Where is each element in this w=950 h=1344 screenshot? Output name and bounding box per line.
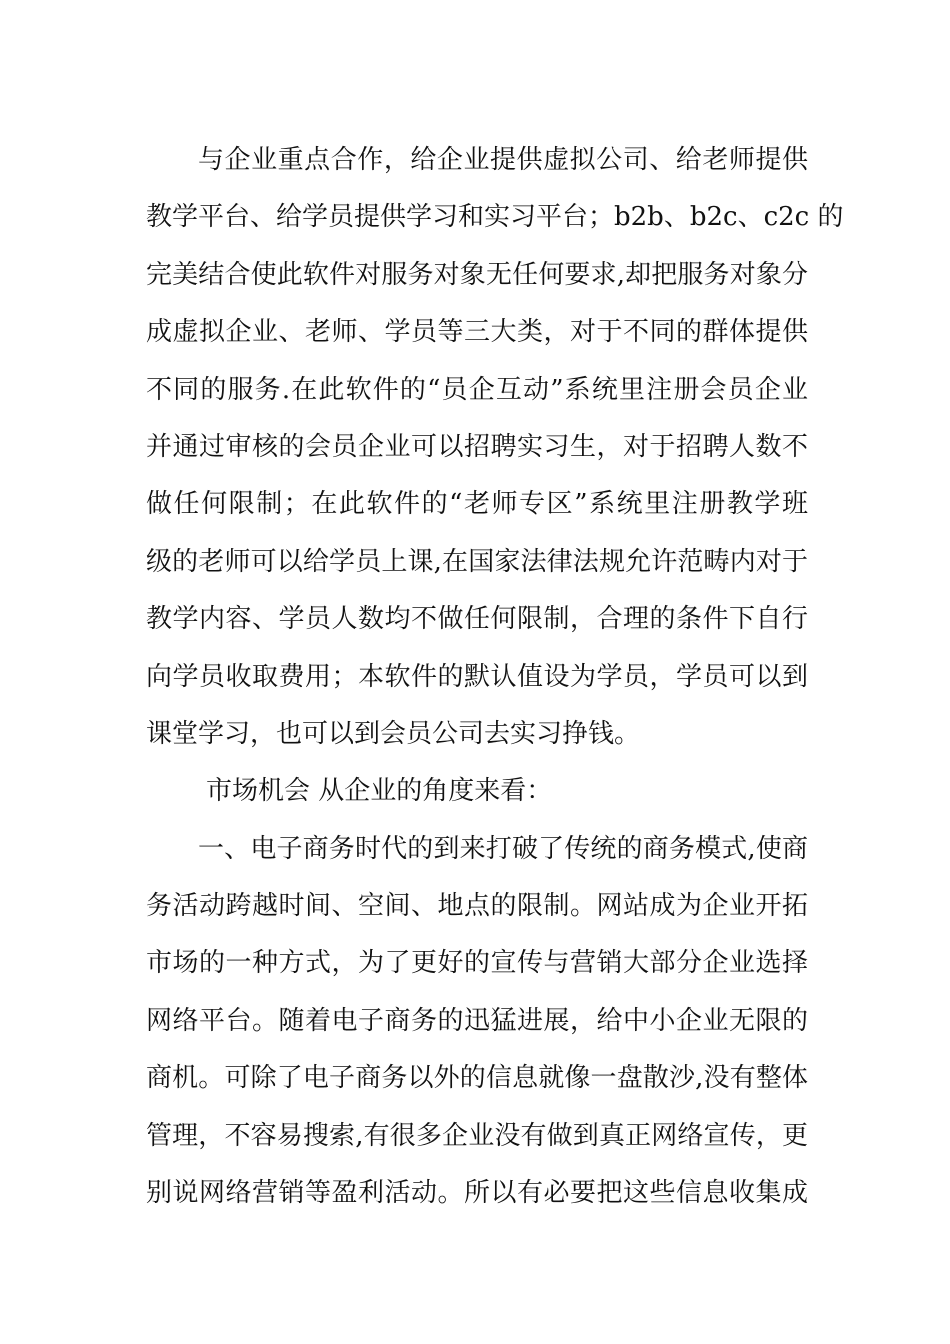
paragraph-line: 不同的服务.在此软件的“员企互动”系统里注册会员企业: [146, 374, 808, 405]
paragraph-line: 教学内容、学员人数均不做任何限制，合理的条件下自行: [146, 604, 808, 635]
paragraph-line: 一、电子商务时代的到来打破了传统的商务模式,使商: [198, 833, 808, 864]
paragraph-line-last: 课堂学习，也可以到会员公司去实习挣钱。: [146, 718, 641, 749]
paragraph-line: 并通过审核的会员企业可以招聘实习生，对于招聘人数不: [146, 431, 808, 462]
paragraph-line: 做任何限制；在此软件的“老师专区”系统里注册教学班: [146, 489, 808, 520]
paragraph-line: 教学平台、给学员提供学习和实习平台；b2b、b2c、c2c 的: [146, 202, 844, 233]
paragraph-line: 级的老师可以给学员上课,在国家法律法规允许范畴内对于: [146, 546, 808, 577]
paragraph-line: 网络平台。随着电子商务的迅猛进展，给中小企业无限的: [146, 1005, 808, 1036]
paragraph-line: 成虚拟企业、老师、学员等三大类，对于不同的群体提供: [146, 317, 808, 348]
paragraph-line: 市场的一种方式，为了更好的宣传与营销大部分企业选择: [146, 948, 808, 979]
paragraph-line: 向学员收取费用；本软件的默认值设为学员，学员可以到: [146, 661, 808, 692]
document-body: [146, 132, 844, 1222]
paragraph-line: 务活动跨越时间、空间、地点的限制。网站成为企业开拓: [146, 891, 808, 922]
paragraph-line: 别说网络营销等盈利活动。所以有必要把这些信息收集成: [146, 1178, 808, 1209]
paragraph-line: 管理，不容易搜索,有很多企业没有做到真正网络宣传，更: [146, 1120, 808, 1151]
paragraph-line: 与企业重点合作，给企业提供虚拟公司、给老师提供: [198, 145, 808, 175]
paragraph-line: 商机。可除了电子商务以外的信息就像一盘散沙,没有整体: [146, 1063, 808, 1094]
section-heading: 市场机会 从企业的角度来看：: [206, 776, 553, 807]
paragraph-line: 完美结合使此软件对服务对象无任何要求,却把服务对象分: [146, 259, 808, 290]
